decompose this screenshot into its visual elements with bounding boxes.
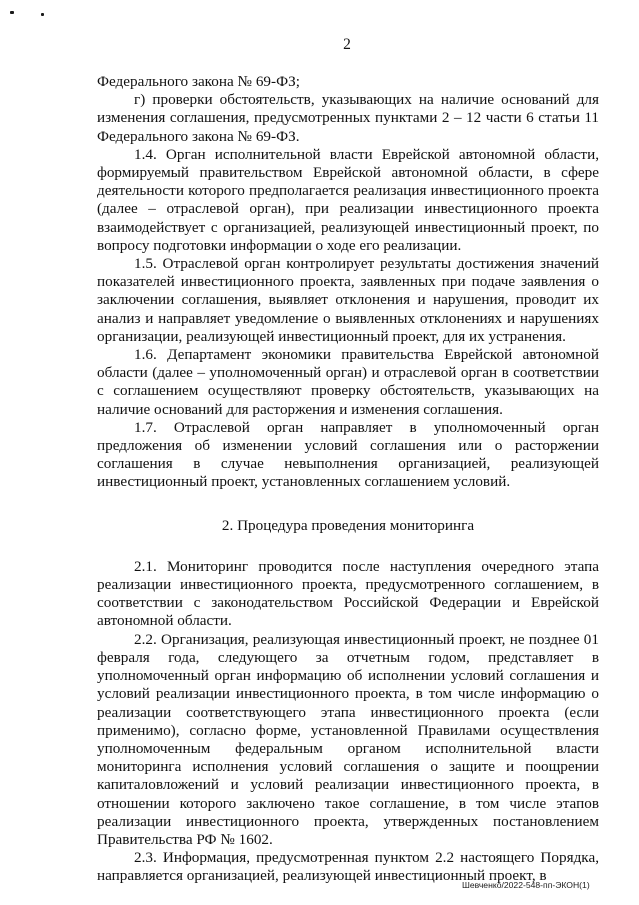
paragraph: 2.1. Мониторинг проводится после наступления очередного этапа реализации инвестиционного проекта, предусмотренного соглашением, в соответствии с законодательством Российской Федерации и Еврейской автономной области. (97, 557, 599, 630)
document-body (97, 73, 599, 886)
scan-speck-mark (10, 11, 14, 14)
section-heading: 2. Процедура проведения мониторинга (221, 516, 475, 534)
paragraph: 1.5. Отраслевой орган контролирует результаты достижения значений показателей инвестиционного проекта, заявленных при подаче заявления о заключении соглашения, выявляет отклонения и нарушения, проводит их анализ и направляет уведомление о выявленных отклонениях и нарушениях организации, реализующей инвестиционный проект, для их устранения. (97, 255, 599, 345)
paragraph: Федерального закона № 69-ФЗ; (97, 73, 300, 90)
paragraph: 2.3. Информация, предусмотренная пунктом 2.2 настоящего Порядка, направляется организацией, реализующей инвестиционный проект, в (97, 849, 599, 885)
document-stamp: Шевченко/2022-548-пп-ЭКОН(1) (462, 880, 590, 890)
paragraph: 1.6. Департамент экономики правительства Еврейской автономной области (далее – уполномоченный орган) и отраслевой орган в соответствии с соглашением осуществляют проверку обстоятельств, указывающих на наличие оснований для расторжения и изменения соглашения. (97, 346, 599, 418)
scan-speck-mark (41, 13, 44, 16)
page-number: 2 (343, 36, 351, 53)
paragraph: г) проверки обстоятельств, указывающих на наличие оснований для изменения соглашения, предусмотренных пунктами 2 – 12 части 6 статьи 11 Федерального закона № 69-ФЗ. (97, 91, 599, 145)
paragraph: 1.4. Орган исполнительной власти Еврейской автономной области, формируемый правительством Еврейской автономной области, в сфере деятельности которого предполагается реализация инвестиционного проекта (далее – отраслевой орган), при реализации инвестиционного проекта взаимодействует с организацией, реализующей инвестиционный проект, по вопросу подготовки информации о ходе его реализации. (97, 145, 599, 254)
paragraph: 1.7. Отраслевой орган направляет в уполномоченный орган предложения об изменении условий соглашения или о расторжении соглашения в случае невыполнения организацией, реализующей инвестиционный проект, установленных соглашением условий. (97, 418, 599, 491)
paragraph: 2.2. Организация, реализующая инвестиционный проект, не позднее 01 февраля года, следующего за отчетным годом, представляет в уполномоченный орган информацию об исполнении условий соглашения и условий реализации инвестиционного проекта, в том числе информацию о реализации соответствующего этапа инвестиционного проекта (если применимо), согласно форме, установленной Правилами осуществления уполномоченным федеральным органом исполнительной власти мониторинга исполнения условий соглашения о защите и поощрении капиталовложений и условий реализации инвестиционного проекта, в отношении которого заключено такое соглашение, в том числе этапов реализации инвестиционного проекта, утвержденных постановлением Правительства РФ № 1602. (97, 630, 599, 848)
